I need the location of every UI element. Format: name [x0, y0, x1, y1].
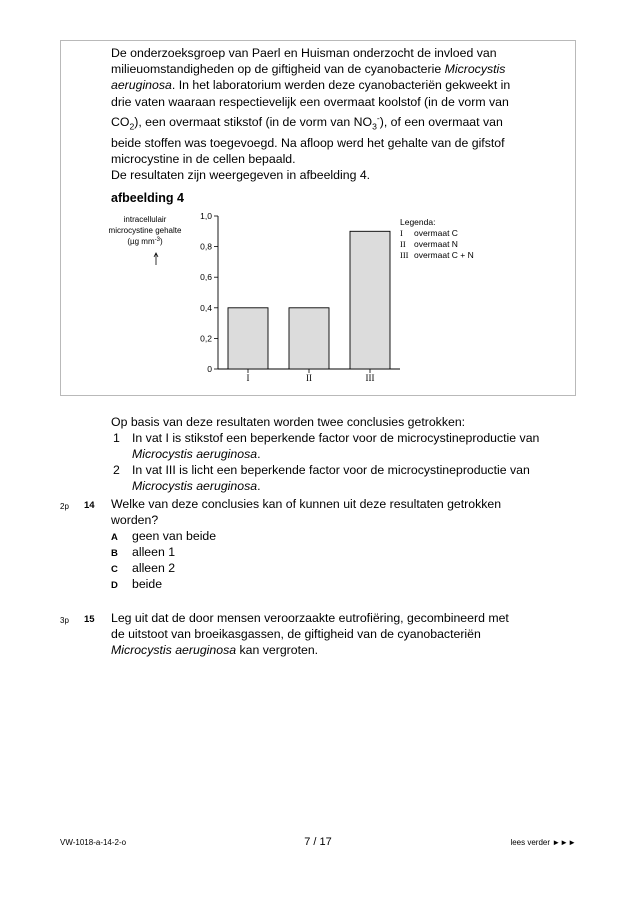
- ylabel-arrow-icon: [154, 253, 158, 265]
- q15-number: 15: [84, 614, 95, 625]
- legend-key: III: [400, 250, 409, 260]
- legend-label: overmaat C + N: [414, 250, 474, 260]
- legend-label: overmaat N: [414, 239, 458, 249]
- y-tick-label: 1,0: [200, 211, 212, 221]
- legend-key: II: [400, 239, 406, 249]
- conclusion-number: 1: [113, 431, 120, 445]
- y-tick-label: 0,8: [200, 241, 212, 252]
- q14-number: 14: [84, 500, 95, 511]
- intro-line: aeruginosa. In het laboratorium werden deze cyanobacteriën gekweekt in: [111, 78, 511, 93]
- legend: [400, 217, 474, 260]
- x-tick-label: III: [365, 373, 375, 383]
- q14-option-c[interactable]: C alleen 2: [111, 561, 176, 575]
- bar: [350, 231, 390, 369]
- x-tick-label: II: [306, 373, 312, 383]
- q15-points: 3p: [60, 616, 69, 625]
- intro-line: drie vaten waaraan respectievelijk een overmaat koolstof (in de vorm van: [111, 94, 509, 109]
- q14-option-d[interactable]: D beide: [111, 577, 163, 591]
- intro-line: De onderzoeksgroep van Paerl en Huisman onderzocht de invloed van: [111, 46, 497, 60]
- q15-text: Leg uit dat de door mensen veroorzaakte eutrofiëring, gecombineerd met de uitstoot van broeikasgassen, de giftigheid van de cyanobacteriën Microcystis aeruginosa kan vergroten.: [111, 611, 509, 657]
- q14-text: Welke van deze conclusies kan of kunnen uit deze resultaten getrokken worden?: [111, 497, 502, 527]
- legend-label: overmaat C: [414, 228, 458, 238]
- legend-title: Legenda:: [400, 217, 436, 227]
- footer-code: VW-1018-a-14-2-o: [60, 838, 127, 847]
- x-tick-labels: [247, 369, 375, 383]
- intro-line: $CO_2$), een overmaat stikstof (in de vorm van $NO_3^-$), of een overmaat van: [111, 112, 503, 132]
- intro-line: microcystine in de cellen bepaald.: [111, 151, 296, 166]
- y-tick-label: 0,4: [200, 302, 212, 313]
- conclusions-list: [111, 430, 581, 494]
- conclusions-intro: Op basis van deze resultaten worden twee conclusies getrokken:: [111, 415, 466, 429]
- next-page-hint: lees verder ►►►: [510, 838, 576, 847]
- intro-text: [111, 45, 566, 183]
- x-tick-label: I: [246, 373, 250, 383]
- y-tick-label: 0,6: [200, 272, 212, 283]
- intro-line: beide stoffen was toegevoegd. Na afloop werd het gehalte van de gifstof: [111, 135, 505, 150]
- ylabel-line-2: microcystine gehalte: [108, 226, 182, 235]
- q14-option-b[interactable]: B alleen 1: [111, 545, 176, 559]
- conclusion-number: 2: [113, 463, 120, 477]
- intro-line: De resultaten zijn weergegeven in afbeelding 4.: [111, 167, 371, 182]
- bar-chart: [100, 208, 520, 388]
- legend-key: I: [400, 228, 403, 238]
- bar: [289, 308, 329, 369]
- bars: [228, 231, 390, 369]
- page-number: 7 / 17: [304, 836, 332, 848]
- ylabel-line-1: intracellulair: [123, 215, 167, 224]
- y-tick-label: 0: [207, 364, 212, 374]
- figure-title: afbeelding 4: [111, 191, 184, 205]
- conclusion-item: 1 In vat I is stikstof een beperkende factor voor de microcystineproductie van Microcystis aeruginosa.: [113, 431, 540, 461]
- conclusion-item: 2 In vat III is licht een beperkende factor voor de microcystineproductie van Microcystis aeruginosa.: [113, 463, 530, 493]
- q14-option-a[interactable]: A geen van beide: [111, 529, 217, 543]
- intro-line: milieuomstandigheden op de giftigheid van de cyanobacterie Microcystis: [111, 62, 506, 77]
- y-ticks: [200, 211, 218, 374]
- ylabel-line-3: (µg $mm^{-3}$): [127, 237, 163, 246]
- bar: [228, 308, 268, 369]
- y-tick-label: 0,2: [200, 333, 212, 344]
- q14-points: 2p: [60, 502, 69, 511]
